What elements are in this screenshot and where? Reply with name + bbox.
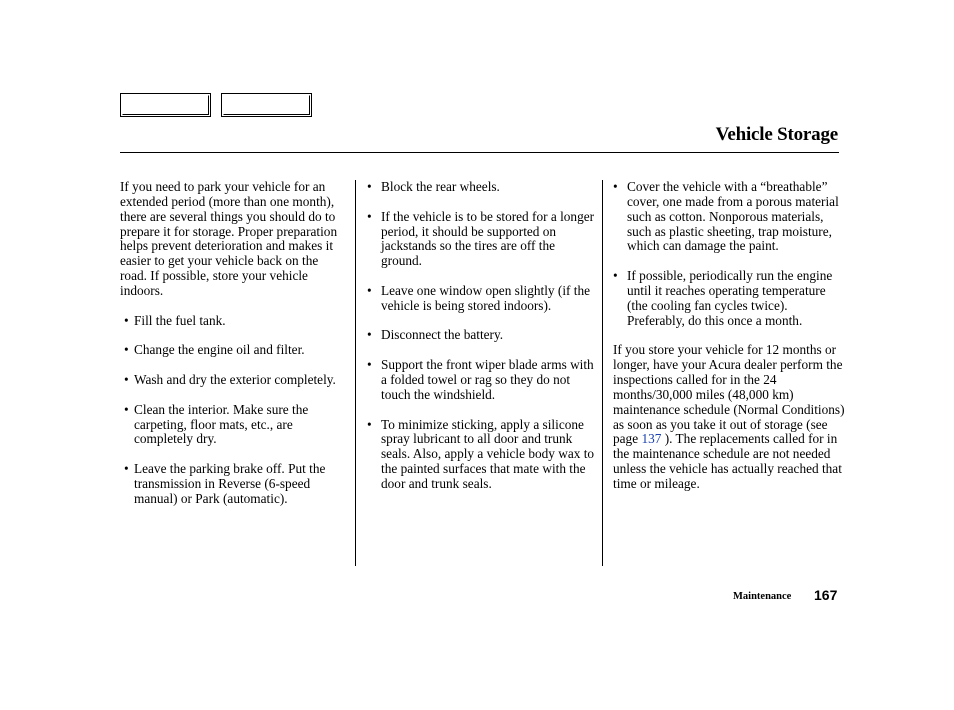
bullet-icon: • — [367, 208, 372, 224]
column-divider — [602, 180, 603, 566]
list-item: • Cover the vehicle with a “breathable” cover, one made from a porous material such as cotton. Nonporous materials, such as plastic sheeting, trap moisture, which can damage the paint. — [613, 179, 839, 254]
list-item: • Fill the fuel tank. — [124, 312, 226, 328]
page-number: 167 — [814, 587, 838, 603]
list-item: • Clean the interior. Make sure the carpeting, floor mats, etc., are completely dry. — [124, 401, 309, 447]
bullet-icon: • — [367, 179, 372, 194]
bullet-icon: • — [124, 461, 129, 477]
bullet-icon: • — [367, 327, 372, 343]
list-item: • Change the engine oil and filter. — [124, 342, 305, 358]
title-rule — [120, 152, 839, 153]
column-1 — [120, 180, 346, 521]
footer-section-label: Maintenance — [733, 591, 792, 602]
list-item: • Leave one window open slightly (if the vehicle is being stored indoors). — [367, 282, 591, 313]
bullet-icon: • — [613, 179, 618, 194]
column-3 — [613, 180, 845, 507]
page-reference-link[interactable]: 137 — [641, 431, 662, 447]
storage-inspection-paragraph: If you store your vehicle for 12 months or longer, have your Acura dealer perform the inspections called for in the 24 months/30,000 miles (48,000 km) maintenance schedule (Normal Conditions) as soon as you take it out of storage (see page 137 ). The replacements called for in the maintenance schedule are not needed unless the vehicle has actually reached that time or mileage. — [613, 342, 845, 491]
nav-previous-button[interactable] — [120, 93, 211, 117]
list-item: • Block the rear wheels. — [367, 179, 500, 194]
column-divider — [355, 180, 356, 566]
bullet-icon: • — [124, 401, 129, 417]
bullet-icon: • — [613, 268, 618, 284]
list-item: • Leave the parking brake off. Put the transmission in Reverse (6-speed manual) or Park (automatic). — [124, 461, 326, 506]
storage-steps-list-1 — [120, 314, 346, 507]
bullet-icon: • — [124, 342, 129, 358]
list-item: • To minimize sticking, apply a silicone spray lubricant to all door and trunk seals. Also, apply a vehicle body wax to the painted surfaces that mate with the door and trunk seals. — [367, 416, 595, 491]
bullet-icon: • — [367, 416, 372, 432]
nav-next-button[interactable] — [221, 93, 312, 117]
list-item: • If possible, periodically run the engine until it reaches operating temperature (the cooling fan cycles twice). Preferably, do this once a month. — [613, 268, 833, 328]
bullet-icon: • — [367, 282, 372, 298]
bullet-icon: • — [124, 371, 129, 387]
page-title: Vehicle Storage — [715, 124, 838, 145]
bullet-icon: • — [124, 312, 129, 328]
bullet-icon: • — [367, 357, 372, 373]
storage-steps-list-2 — [367, 180, 595, 492]
list-item: • Disconnect the battery. — [367, 327, 504, 343]
storage-steps-list-3 — [613, 180, 845, 328]
list-item: • Support the front wiper blade arms with a folded towel or rag so they do not touch the windshield. — [367, 357, 594, 402]
column-2 — [367, 180, 595, 507]
list-item: • Wash and dry the exterior completely. — [124, 371, 336, 387]
list-item: • If the vehicle is to be stored for a longer period, it should be supported on jackstands so the tires are off the ground. — [367, 208, 595, 269]
intro-paragraph: If you need to park your vehicle for an extended period (more than one month), there are several things you should do to prepare it for storage. Proper preparation helps prevent deterioration and makes it easier to get your vehicle back on the road. If possible, store your vehicle indoors. — [120, 179, 338, 298]
